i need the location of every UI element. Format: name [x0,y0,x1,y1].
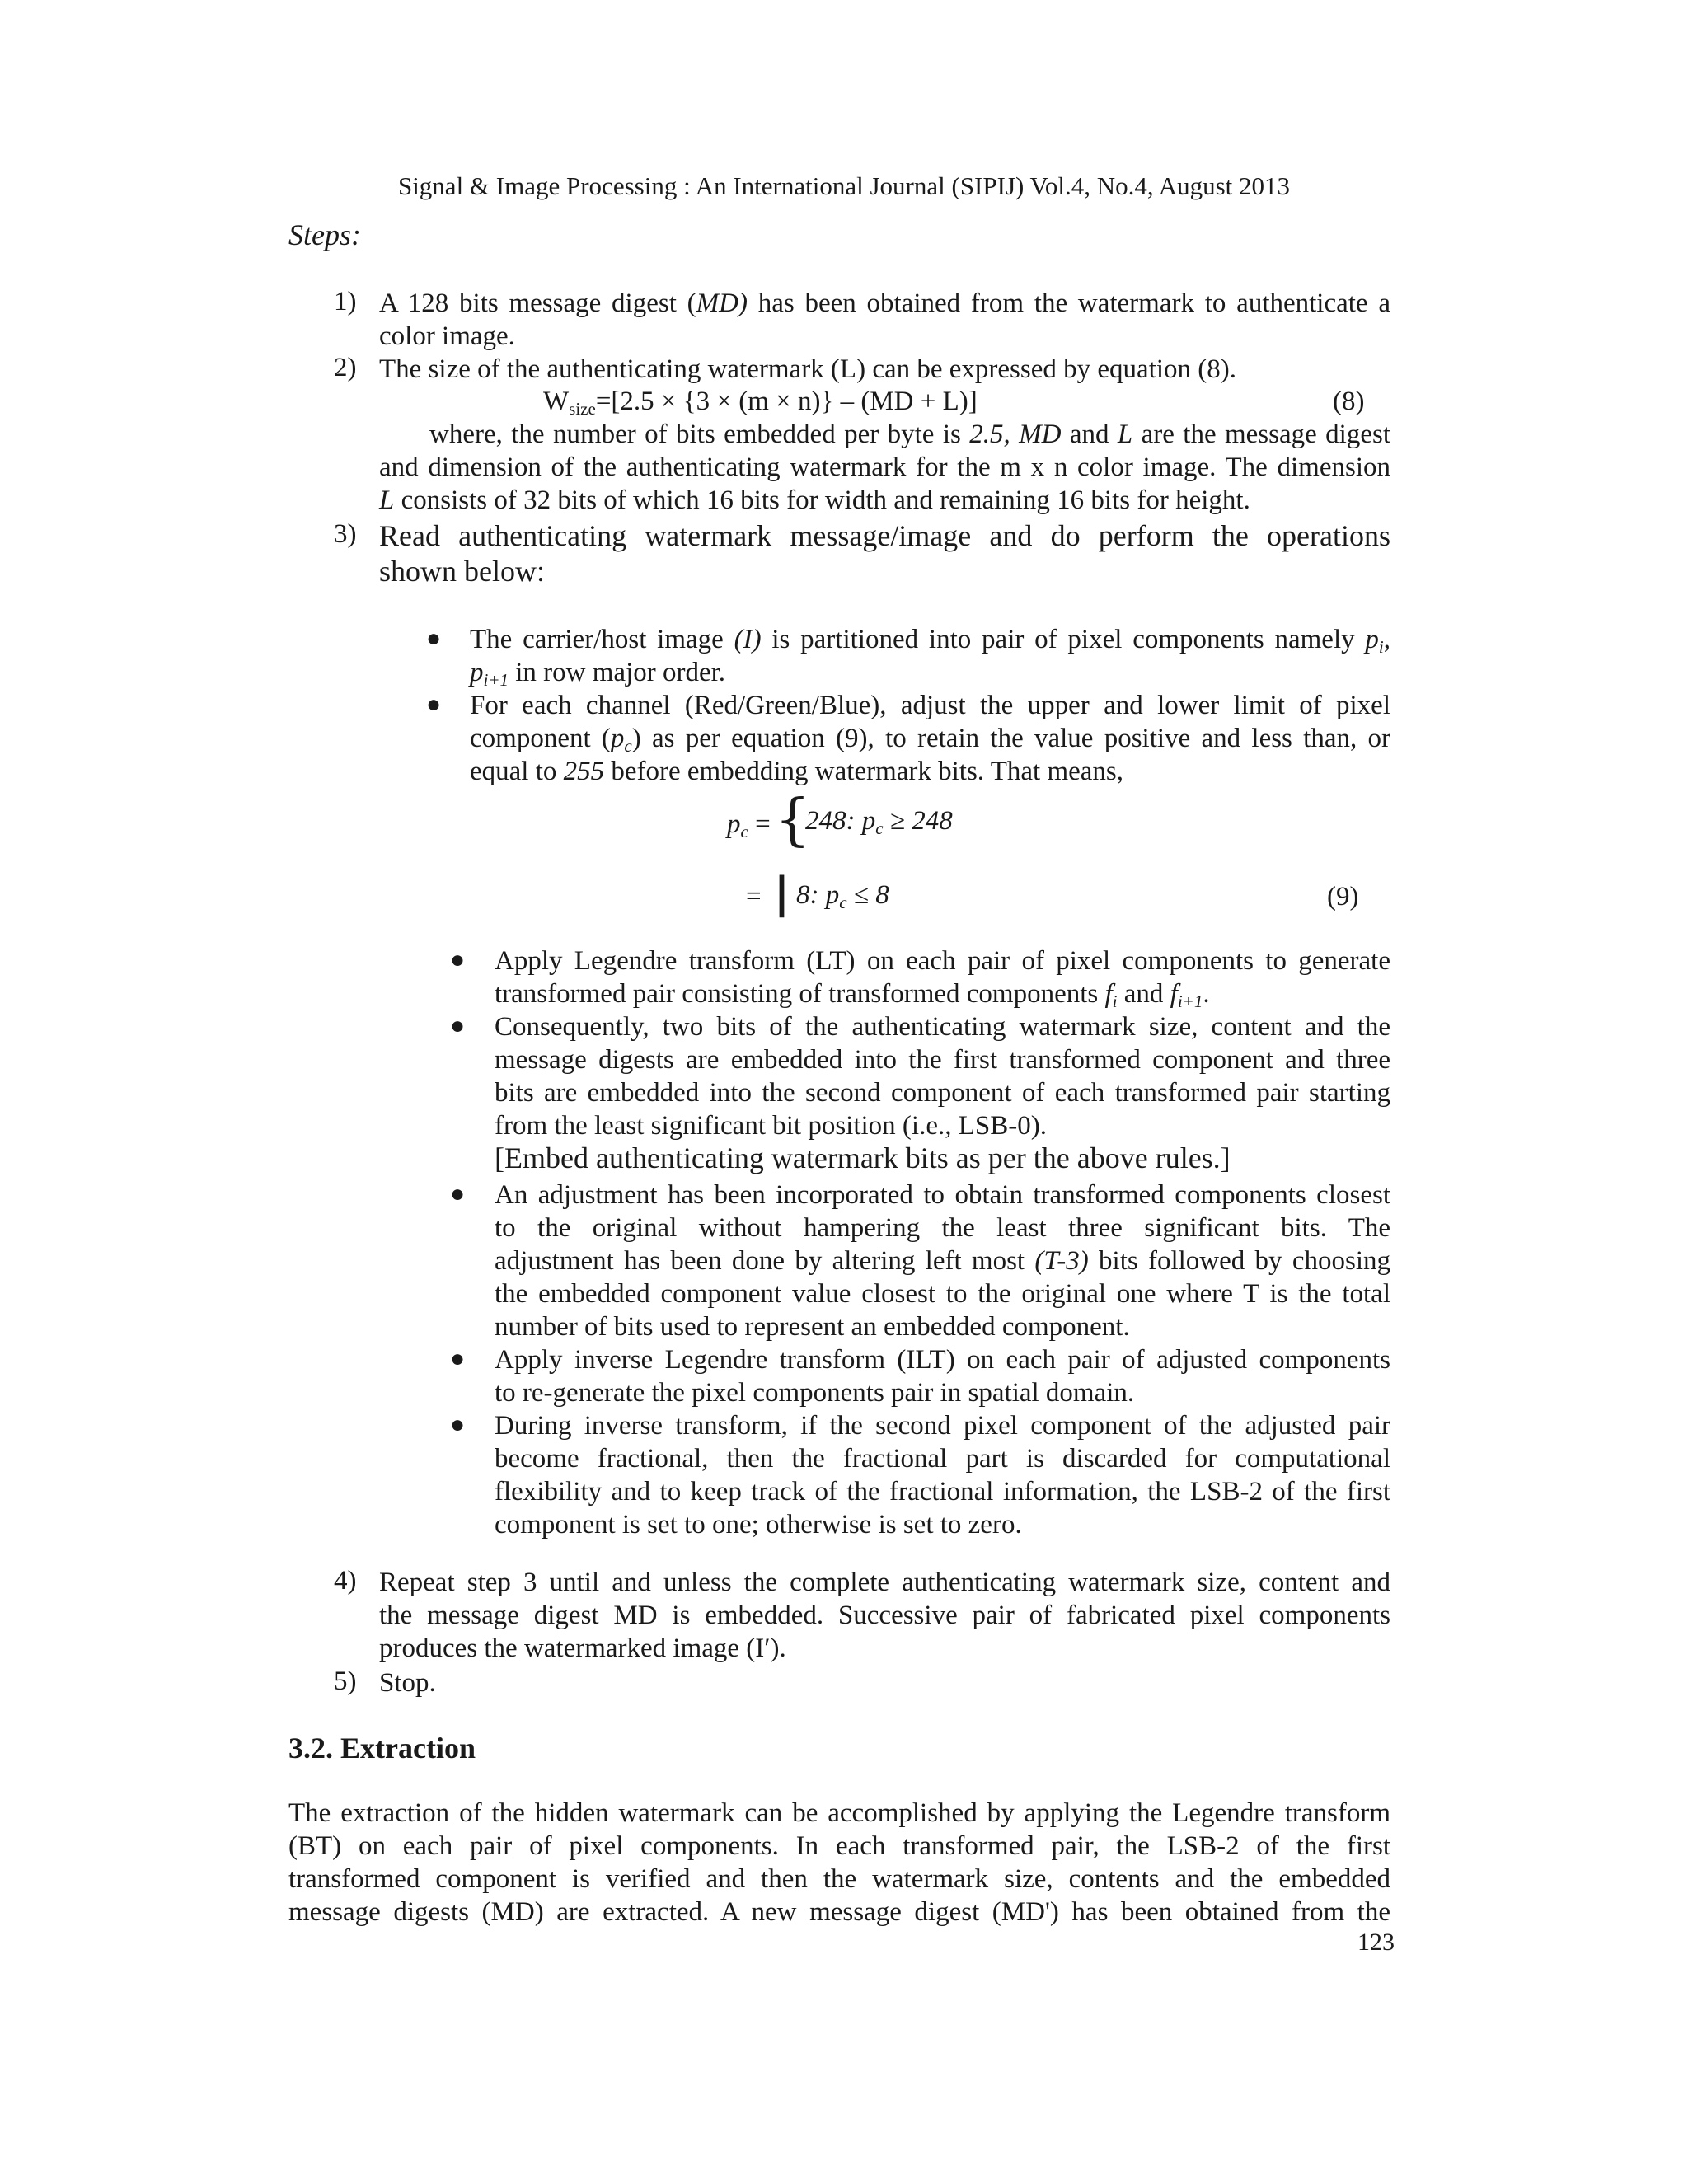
equation-8: $W_{size}=[2.5 \times \{3 \times (m \times n)\} - (MD + L)]$ [543,387,978,419]
bullet-line: component $(p_c)$ as per equation (9), to retain the value positive and less than, or [470,724,1390,756]
step-number: 3) [334,519,357,549]
step5-line: Stop. [379,1668,436,1698]
eq9-equals: = [746,882,762,912]
paragraph-line: message digests (MD) are extracted. A new message digest (MD') has been obtained from the [288,1897,1390,1927]
bullet-dot: ● [450,1180,466,1207]
step1-line: color image. [379,321,515,351]
bullet-line: flexibility and to keep track of the fractional information, the LSB-2 of the first [495,1477,1390,1507]
paragraph-line: transformed component is verified and then the watermark size, contents and the embedded [288,1864,1390,1894]
bullet-line: to re-generate the pixel components pair in spatial domain. [495,1378,1135,1408]
bullet-line: from the least significant bit position (i.e., LSB-0). [495,1111,1047,1141]
steps-label: Steps: [288,218,361,251]
step2-line: and dimension of the authenticating watermark for the m x n color image. The dimension [379,452,1390,482]
step1-line: A 128 bits message digest (MD) has been obtained from the watermark to authenticate a [379,288,1390,318]
bullet-dot: ● [426,625,442,652]
step4-line: Repeat step 3 until and unless the complete authenticating watermark size, content and [379,1568,1390,1597]
page-number: 123 [1357,1929,1395,1956]
bullet-dot: ● [450,946,466,973]
equation-number: (8) [1333,387,1365,416]
step-number: 2) [334,353,357,382]
bullet-line: to the original without hampering the least three significant bits. The [495,1213,1390,1243]
step2-line: The size of the authenticating watermark (L) can be expressed by equation (8). [379,354,1236,384]
eq9-brace: { [775,788,811,853]
bullet-line: Apply Legendre transform (LT) on each pair of pixel components to generate [495,946,1390,976]
eq9-case-upper: 248: $p_c \ge 248$ [805,806,953,838]
bullet-dot: ● [450,1411,466,1438]
bullet-line: The carrier/host image (I) is partitioned into pair of pixel components namely $p_i$, [470,625,1391,657]
bullet-line: bits are embedded into the second component of each transformed pair starting [495,1078,1390,1108]
bullet-line: adjustment has been done by altering left most (T-3) bits followed by choosing [495,1246,1390,1276]
bullet-line: message digests are embedded into the first transformed component and three [495,1045,1390,1075]
bullet-line: Apply inverse Legendre transform (ILT) on each pair of adjusted components [495,1345,1390,1375]
eq9-lhs: $p_c$ = [727,809,771,841]
bullet-line: During inverse transform, if the second pixel component of the adjusted pair [495,1411,1390,1441]
eq9-bar: | [774,869,790,918]
bullet-dot: ● [450,1012,466,1039]
bullet-line: Consequently, two bits of the authenticating watermark size, content and the [495,1012,1390,1042]
bullet-line: component is set to one; otherwise is set to zero. [495,1510,1022,1540]
step2-line: where, the number of bits embedded per byte is 2.5, MD and L are the message digest [429,419,1391,449]
step3-line: Read authenticating watermark message/image and do perform the operations [379,519,1390,552]
paragraph-line: The extraction of the hidden watermark can be accomplished by applying the Legendre transform [288,1798,1390,1828]
step-number: 4) [334,1566,357,1596]
bullet-line: the embedded component value closest to the original one where T is the total [495,1279,1390,1309]
step-number: 1) [334,287,357,316]
bullet-line: become fractional, then the fractional part is discarded for computational [495,1444,1390,1474]
section-heading: 3.2. Extraction [288,1732,476,1765]
paragraph-line: (BT) on each pair of pixel components. In each transformed pair, the LSB-2 of the first [288,1831,1390,1861]
bullet-line: number of bits used to represent an embedded component. [495,1312,1130,1342]
step4-line: the message digest MD is embedded. Successive pair of fabricated pixel components [379,1601,1390,1630]
bullet-line: [Embed authenticating watermark bits as per the above rules.] [495,1141,1231,1174]
bullet-line: equal to 255 before embedding watermark bits. That means, [470,757,1123,786]
step2-line: L consists of 32 bits of which 16 bits for width and remaining 16 bits for height. [379,485,1250,515]
eq9-case-lower: 8: $p_c \le 8$ [796,880,889,912]
bullet-dot: ● [426,691,442,718]
running-header: Signal & Image Processing : An International Journal (SIPIJ) Vol.4, No.4, August 2013 [397,171,1291,200]
bullet-line: For each channel (Red/Green/Blue), adjust the upper and lower limit of pixel [470,691,1390,720]
bullet-line: $p_{i+1}$ in row major order. [470,658,726,690]
step4-line: produces the watermarked image (I′). [379,1633,786,1663]
bullet-line: An adjustment has been incorporated to obtain transformed components closest [495,1180,1390,1210]
equation-number: (9) [1327,882,1359,912]
bullet-line: transformed pair consisting of transformed components $f_i$ and $f_{i+1}$. [495,979,1210,1011]
step-number: 5) [334,1666,357,1696]
bullet-dot: ● [450,1345,466,1372]
step3-line: shown below: [379,555,545,588]
